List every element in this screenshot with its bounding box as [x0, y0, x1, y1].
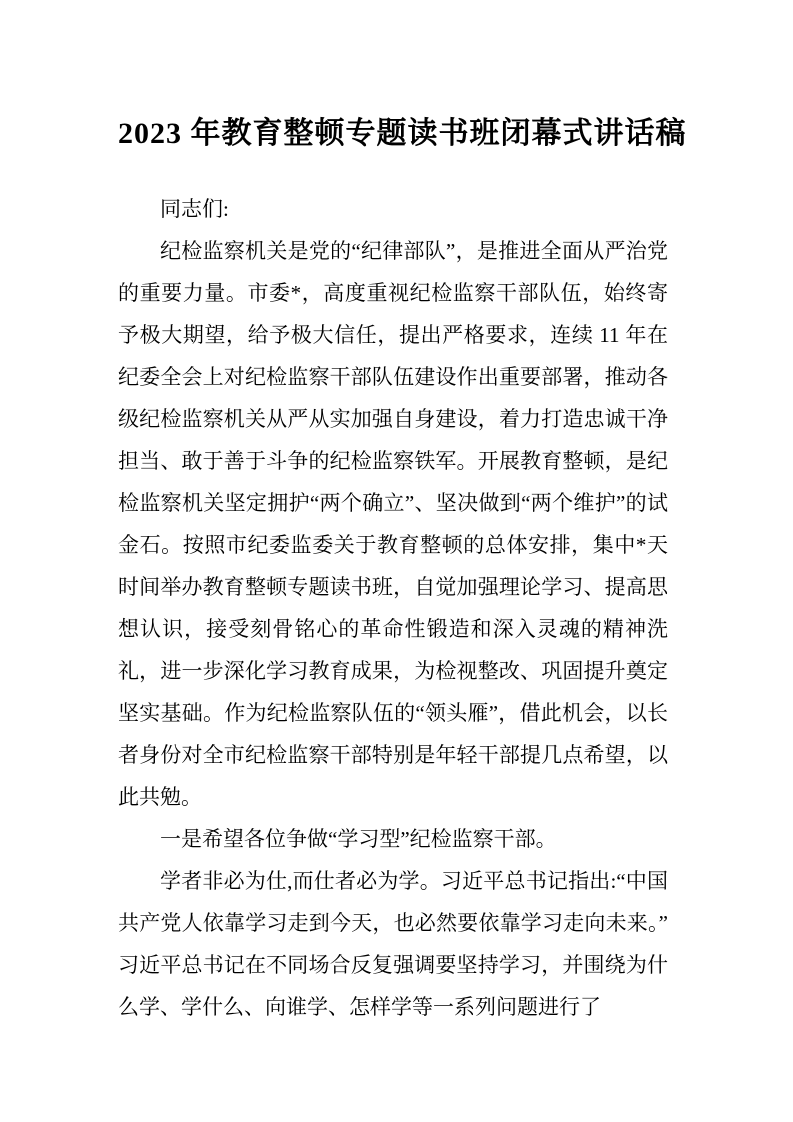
- paragraph-point-one-heading: 一是希望各位争做“学习型”纪检监察干部。: [160, 827, 557, 851]
- paragraph-point-one-body: 学者非必为仕,而仕者必为学。习近平总书记指出:“中国共产党人依靠学习走到今天，也必然要依靠学习走向未来。”习近平总书记在不同场合反复强调要坚持学习，并围绕为什么学、学什么、向谁学、怎样学等一系列问题进行了: [118, 869, 668, 1019]
- paragraph-intro: 纪检监察机关是党的“纪律部队”，是推进全面从严治党的重要力量。市委*，高度重视纪检监察干部队伍，始终寄予极大期望，给予极大信任，提出严格要求，连续 11 年在纪委全会上对纪检监察干部队伍建设作出重要部署，推动各级纪检监察机关从严从实加强自身建设，着力打造忠诚干净担当、敢于善于斗争的纪检监察铁军。开展教育整顿，是纪检监察机关坚定拥护“两个确立”、坚决做到“两个维护”的试金石。按照市纪委监委关于教育整顿的总体安排，集中*天时间举办教育整顿专题读书班，自觉加强理论学习、提高思想认识，接受刻骨铭心的革命性锻造和深入灵魂的精神洗礼，进一步深化学习教育成果，为检视整改、巩固提升奠定坚实基础。作为纪检监察队伍的“领头雁”，借此机会，以长者身份对全市纪检监察干部特别是年轻干部提几点希望，以此共勉。: [118, 239, 668, 809]
- paragraph-salutation: 同志们:: [160, 197, 229, 221]
- document-body: [118, 188, 668, 1028]
- document-title: 2023 年教育整顿专题读书班闭幕式讲话稿: [118, 117, 687, 150]
